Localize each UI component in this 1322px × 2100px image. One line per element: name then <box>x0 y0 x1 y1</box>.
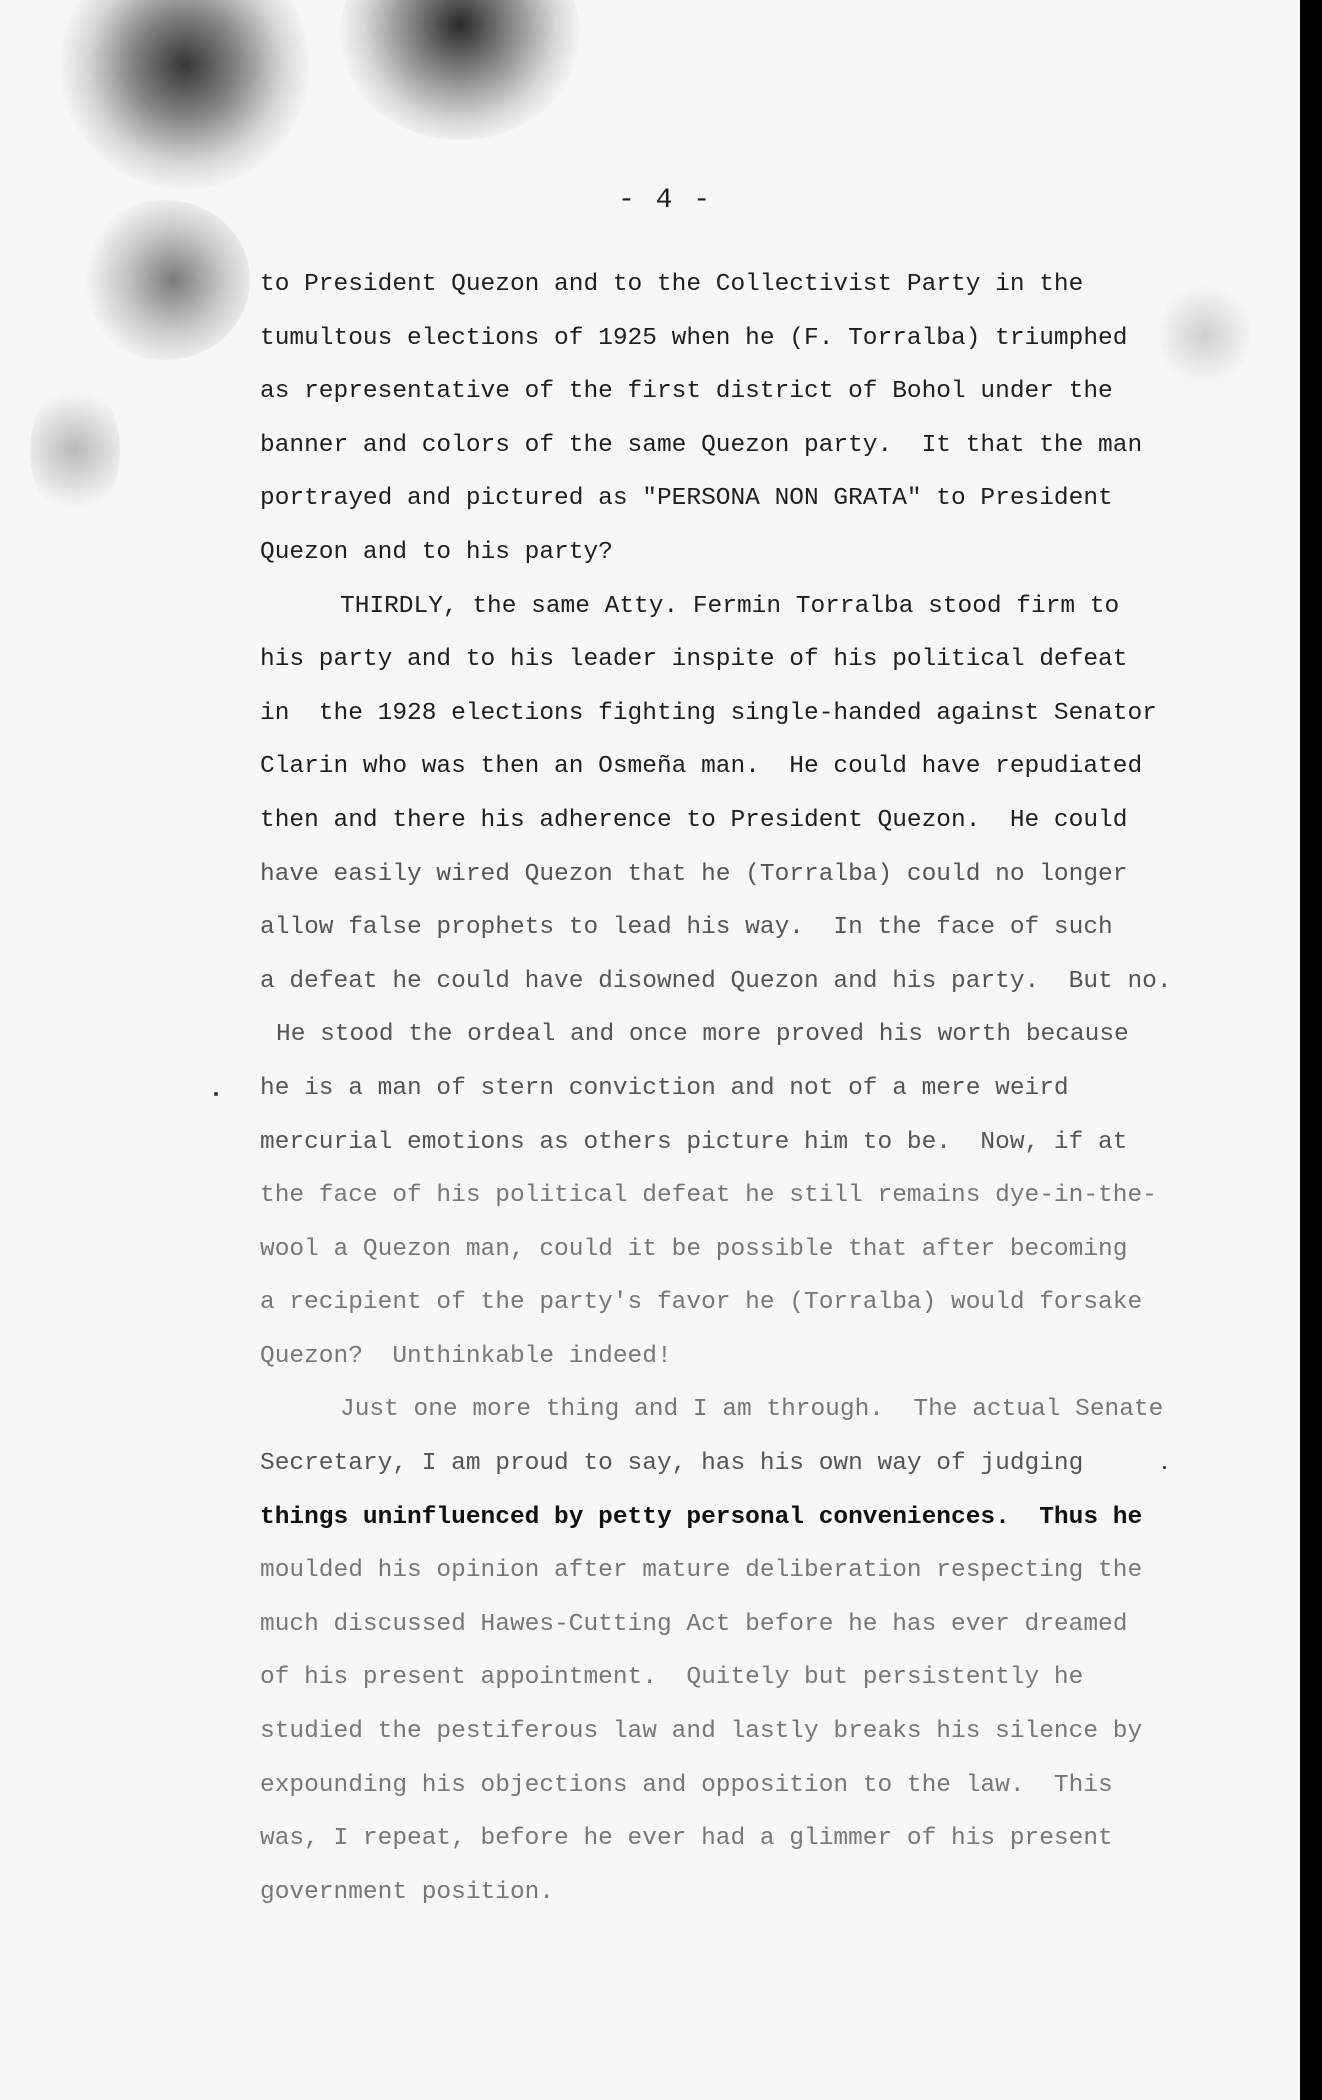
scan-smudge <box>80 200 250 360</box>
text-line: his party and to his leader inspite of his political defeat <box>260 646 1128 674</box>
text-line: much discussed Hawes-Cutting Act before he has ever dreamed <box>260 1610 1128 1638</box>
text-line: moulded his opinion after mature deliberation respecting the <box>260 1557 1143 1585</box>
text-line: mercurial emotions as others picture him to be. Now, if at <box>260 1128 1128 1156</box>
text-line: of his present appointment. Quitely but persistently he <box>260 1664 1084 1692</box>
text-line: allow false prophets to lead his way. In the face of such <box>260 914 1113 942</box>
text-line: as representative of the first district of Bohol under the <box>260 378 1113 406</box>
body-text <box>260 258 1260 1919</box>
page-number: - 4 - <box>617 185 712 216</box>
text-line: was, I repeat, before he ever had a glimmer of his present <box>260 1825 1113 1853</box>
text-line: to President Quezon and to the Collectivist Party in the <box>260 271 1084 298</box>
text-line: studied the pestiferous law and lastly breaks his silence by <box>260 1718 1143 1746</box>
text-line: portrayed and pictured as "PERSONA NON GRATA" to President <box>260 485 1113 513</box>
text-line: Quezon? Unthinkable indeed! <box>260 1342 672 1370</box>
scan-smudge <box>30 380 120 520</box>
text-line: expounding his objections and opposition to the law. This <box>260 1771 1113 1799</box>
text-line: things uninfluenced by petty personal conveniences. Thus he <box>260 1503 1143 1531</box>
text-line: Secretary, I am proud to say, has his own way of judging <box>260 1450 1084 1478</box>
text-line: the face of his political defeat he still remains dye-in-the- <box>260 1182 1157 1210</box>
text-line: tumultous elections of 1925 when he (F. Torralba) triumphed <box>260 324 1128 352</box>
text-line: then and there his adherence to President Quezon. He could <box>260 806 1128 834</box>
text-line: have easily wired Quezon that he (Torralba) could no longer <box>260 860 1128 888</box>
scan-smudge <box>340 0 580 140</box>
text-line: government position. <box>260 1878 555 1906</box>
text-line: Quezon and to his party? <box>260 538 613 566</box>
text-line: in the 1928 elections fighting single-handed against Senator <box>260 699 1157 727</box>
text-line: THIRDLY, the same Atty. Fermin Torralba stood firm to <box>340 592 1120 620</box>
text-line: banner and colors of the same Quezon party. It that the man <box>260 431 1143 459</box>
text-line: wool a Quezon man, could it be possible that after becoming <box>260 1235 1128 1263</box>
text-line: a defeat he could have disowned Quezon and his party. But no. <box>260 967 1172 995</box>
text-line: he is a man of stern conviction and not of a mere weird <box>260 1074 1069 1102</box>
text-line: He stood the ordeal and once more proved his worth because <box>276 1021 1129 1049</box>
text-line: Clarin who was then an Osmeña man. He could have repudiated <box>260 753 1143 781</box>
text-line: Just one more thing and I am through. The actual Senate <box>340 1396 1164 1424</box>
stray-mark <box>214 1092 218 1096</box>
scan-smudge <box>60 0 310 190</box>
text-line: a recipient of the party's favor he (Torralba) would forsake <box>260 1289 1143 1317</box>
